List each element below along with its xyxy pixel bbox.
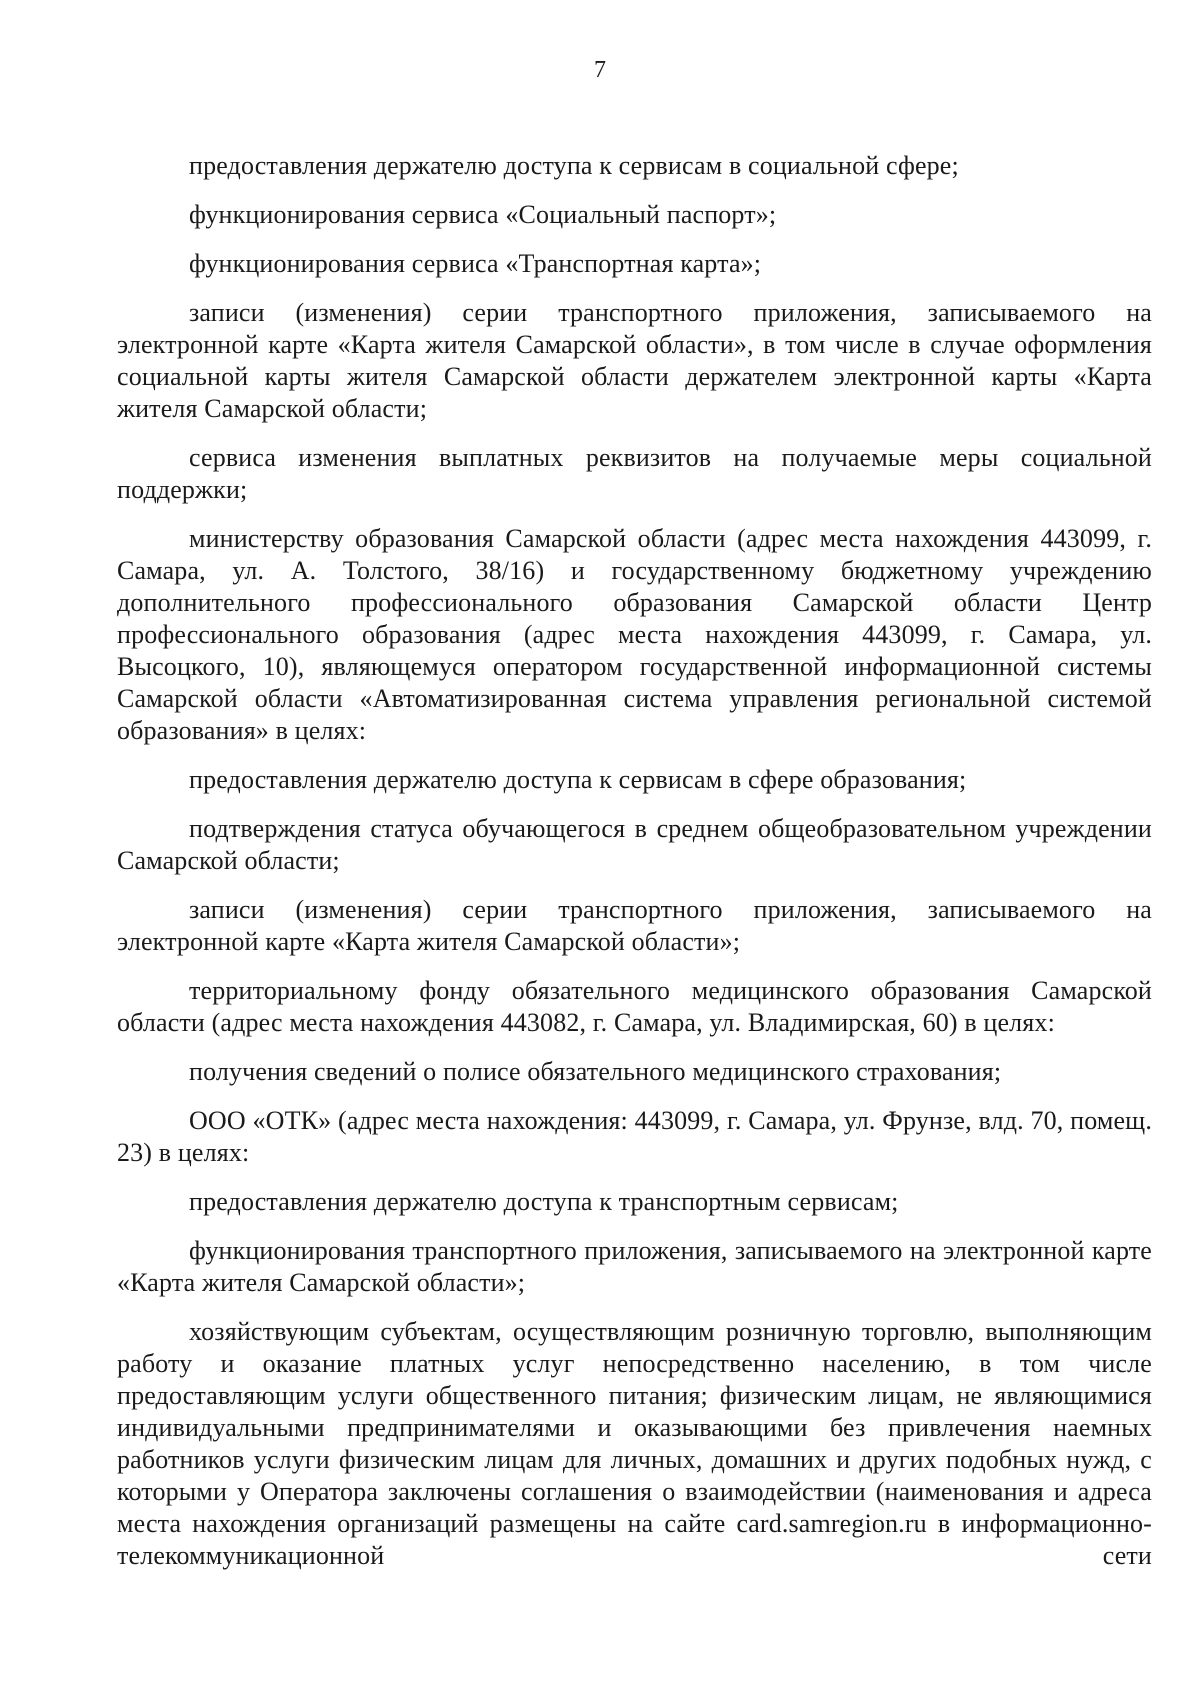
paragraph-transport-app-record: записи (изменения) серии транспортного приложения, записываемого на электронной карте «Карта жителя Самарской области», в том числе в случае оформления социальной карты жителя Самарской области держателем электронной карты «Карта жителя Самарской области; (117, 298, 1152, 423)
paragraph-student-status: подтверждения статуса обучающегося в среднем общеобразовательном учреждении Самарской области; (117, 814, 1152, 875)
paragraph-education-services-access: предоставления держателю доступа к сервисам в сфере образования; (189, 765, 967, 794)
document-body (117, 150, 1152, 1589)
paragraph-education-ministry: министерству образования Самарской области (адрес места нахождения 443099, г. Самара, ул. А. Толстого, 38/16) и государственному бюджетному учреждению дополнительного профессионального образования Самарской области Центр профессионального образования (адрес места нахождения 443099, г. Самара, ул. Высоцкого, 10), являющемуся оператором государственной информационной системы Самарской области «Автоматизированная система управления региональной системой образования» в целях: (117, 524, 1152, 745)
paragraph-social-passport: функционирования сервиса «Социальный паспорт»; (189, 200, 777, 229)
paragraph-transport-app-record-2: записи (изменения) серии транспортного приложения, записываемого на электронной карте «Карта жителя Самарской области»; (117, 895, 1152, 956)
paragraph-medical-policy: получения сведений о полисе обязательного медицинского страхования; (189, 1057, 1002, 1086)
paragraph-medical-fund: территориальному фонду обязательного медицинского образования Самарской области (адрес места нахождения 443082, г. Самара, ул. Владимирская, 60) в целях: (117, 976, 1152, 1037)
page-number: 7 (594, 57, 606, 83)
paragraph-social-services-access: предоставления держателю доступа к сервисам в социальной сфере; (189, 151, 959, 180)
paragraph-transport-card: функционирования сервиса «Транспортная карта»; (189, 249, 762, 278)
paragraph-payment-details: сервиса изменения выплатных реквизитов на получаемые меры социальной поддержки; (117, 443, 1152, 504)
paragraph-transport-services-access: предоставления держателю доступа к транспортным сервисам; (189, 1187, 899, 1216)
paragraph-transport-app-function: функционирования транспортного приложения, записываемого на электронной карте «Карта жителя Самарской области»; (117, 1236, 1152, 1297)
paragraph-business-entities: хозяйствующим субъектам, осуществляющим розничную торговлю, выполняющим работу и оказание платных услуг непосредственно населению, в том числе предоставляющим услуги общественного питания; физическим лицам, не являющимися индивидуальными предпринимателями и оказывающими без привлечения наемных работников услуги физическим лицам для личных, домашних и других подобных нужд, с которыми у Оператора заключены соглашения о взаимодействии (наименования и адреса места нахождения организаций размещены на сайте card.samregion.ru в информационно-телекоммуникационной сети (117, 1317, 1152, 1570)
paragraph-otk: ООО «ОТК» (адрес места нахождения: 443099, г. Самара, ул. Фрунзе, влд. 70, помещ. 23) в целях: (117, 1106, 1152, 1167)
